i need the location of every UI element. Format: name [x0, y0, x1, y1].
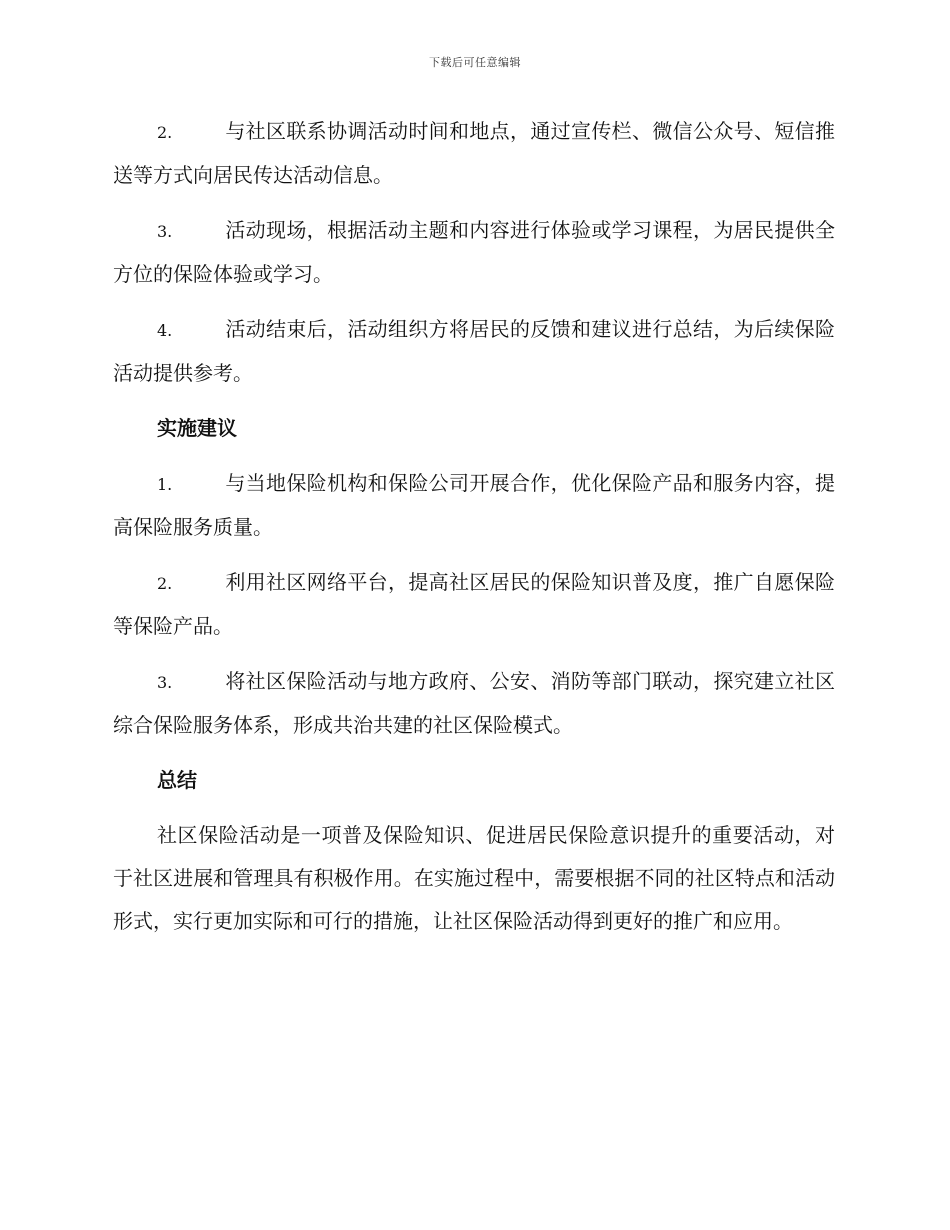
list-item-text: 活动现场，根据活动主题和内容进行体验或学习课程，为居民提供全方位的保险体验或学习。 [113, 218, 835, 286]
list-item-number: 3. [157, 222, 173, 241]
list-item [113, 660, 835, 747]
list-item-text: 与社区联系协调活动时间和地点，通过宣传栏、微信公众号、短信推送等方式向居民传达活动信息。 [113, 119, 835, 187]
list-item-text: 将社区保险活动与地方政府、公安、消防等部门联动，探究建立社区综合保险服务体系，形成共治共建的社区保险模式。 [113, 669, 835, 737]
list-item [113, 209, 835, 296]
section-heading-summary: 总结 [157, 768, 197, 792]
section-heading-suggestions: 实施建议 [157, 416, 237, 440]
summary-paragraph: 社区保险活动是一项普及保险知识、促进居民保险意识提升的重要活动，对于社区进展和管理具有积极作用。在实施过程中，需要根据不同的社区特点和活动形式，实行更加实际和可行的措施，让社区保险活动得到更好的推广和应用。 [113, 823, 835, 933]
list-item-number: 2. [157, 574, 173, 593]
list-item [113, 110, 835, 197]
list-item-text: 活动结束后，活动组织方将居民的反馈和建议进行总结，为后续保险活动提供参考。 [113, 317, 835, 385]
header-note: 下载后可任意编辑 [429, 56, 521, 69]
list-item-text: 利用社区网络平台，提高社区居民的保险知识普及度，推广自愿保险等保险产品。 [113, 570, 835, 638]
list-item [113, 308, 835, 395]
list-item [113, 462, 835, 549]
list-item-number: 1. [157, 475, 173, 494]
list-item [113, 561, 835, 648]
list-item-number: 2. [157, 123, 173, 142]
list-item-text: 与当地保险机构和保险公司开展合作，优化保险产品和服务内容，提高保险服务质量。 [113, 471, 835, 539]
list-item-number: 4. [157, 321, 173, 340]
list-item-number: 3. [157, 673, 173, 692]
document-body [113, 110, 835, 943]
